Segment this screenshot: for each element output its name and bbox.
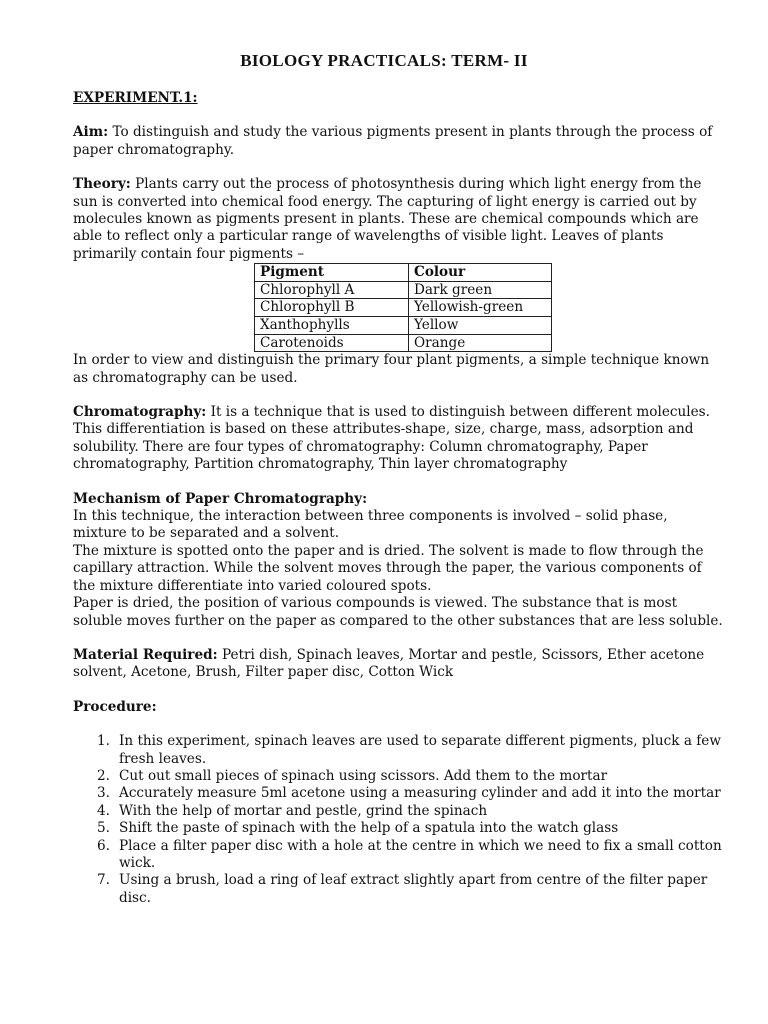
table-cell-colour: Yellowish-green <box>409 299 552 317</box>
chromatography-paragraph <box>73 404 723 474</box>
after-table-paragraph: In order to view and distinguish the primary four plant pigments, a simple technique known as chromatography can be used. <box>73 352 710 386</box>
table-row <box>255 317 552 335</box>
procedure-heading: Procedure: <box>73 698 157 715</box>
document-body <box>73 90 723 907</box>
list-item: 5. Shift the paste of spinach with the help of a spatula into the watch glass <box>97 820 619 837</box>
aim-label: Aim: <box>73 124 109 141</box>
table-row <box>255 281 552 299</box>
pigment-table <box>254 263 552 352</box>
materials-paragraph <box>73 647 723 682</box>
list-item: 7. Using a brush, load a ring of leaf extract slightly apart from centre of the filter paper disc. <box>97 872 708 906</box>
aim-paragraph <box>73 124 723 159</box>
table-row <box>255 334 552 352</box>
aim-text: To distinguish and study the various pigments present in plants through the process of paper chromatography. <box>73 124 713 158</box>
mechanism-paragraph-3: Paper is dried, the position of various compounds is viewed. The substance that is most soluble moves further on the paper as compared to the other substances that are less soluble. <box>73 595 723 629</box>
table-cell-colour: Dark green <box>409 281 552 299</box>
mechanism-paragraph-2: The mixture is spotted onto the paper and is dried. The solvent is made to flow through the capillary attraction. While the solvent moves through the paper, the various components of the mixture differentiate into varied coloured spots. <box>73 542 704 594</box>
mechanism-heading: Mechanism of Paper Chromatography: <box>73 490 368 507</box>
list-item: 2. Cut out small pieces of spinach using scissors. Add them to the mortar <box>97 767 608 784</box>
table-cell-pigment: Chlorophyll A <box>255 281 409 299</box>
experiment-heading: EXPERIMENT.1: <box>73 90 198 106</box>
list-item: 6. Place a filter paper disc with a hole at the centre in which we need to fix a small cotton wick. <box>97 837 722 871</box>
table-row <box>255 299 552 317</box>
chromatography-label: Chromatography: <box>73 404 207 421</box>
materials-label: Material Required: <box>73 646 218 663</box>
mechanism-paragraph-1: In this technique, the interaction between three components is involved – solid phase, mixture to be separated and a solvent. <box>73 508 668 542</box>
page-title: BIOLOGY PRACTICALS: TERM- II <box>240 51 528 70</box>
theory-text: Plants carry out the process of photosynthesis during which light energy from the sun is converted into chemical food energy. The capturing of light energy is carried out by molecules known as pigments present in plants. These are chemical compounds which are able to reflect only a particular range of wavelengths of visible light. Leaves of plants primarily contain four pigments – <box>73 176 702 262</box>
table-cell-colour: Yellow <box>409 317 552 335</box>
list-item: 3. Accurately measure 5ml acetone using a measuring cylinder and add it into the mortar <box>97 785 721 802</box>
materials-text: Petri dish, Spinach leaves, Mortar and pestle, Scissors, Ether acetone solvent, Acetone, Brush, Filter paper disc, Cotton Wick <box>73 646 705 681</box>
list-item: 4. With the help of mortar and pestle, grind the spinach <box>97 802 488 819</box>
table-header-colour: Colour <box>409 264 552 282</box>
table-header-row <box>255 264 552 282</box>
table-header-pigment: Pigment <box>255 264 409 282</box>
theory-paragraph <box>73 176 723 263</box>
table-cell-pigment: Carotenoids <box>255 334 409 352</box>
table-cell-pigment: Xanthophylls <box>255 317 409 335</box>
table-cell-colour: Orange <box>409 334 552 352</box>
table-cell-pigment: Chlorophyll B <box>255 299 409 317</box>
theory-label: Theory: <box>73 176 131 193</box>
list-item: 1. In this experiment, spinach leaves are used to separate different pigments, pluck a few fresh leaves. <box>97 733 721 767</box>
procedure-list <box>73 733 723 907</box>
chromatography-text: It is a technique that is used to distinguish between different molecules. This differentiation is based on these attributes-shape, size, charge, mass, adsorption and solubility. There are four types of chromatography: Column chromatography, Paper chromatography, Partition chromatography, Thin layer chromatography <box>73 404 710 473</box>
